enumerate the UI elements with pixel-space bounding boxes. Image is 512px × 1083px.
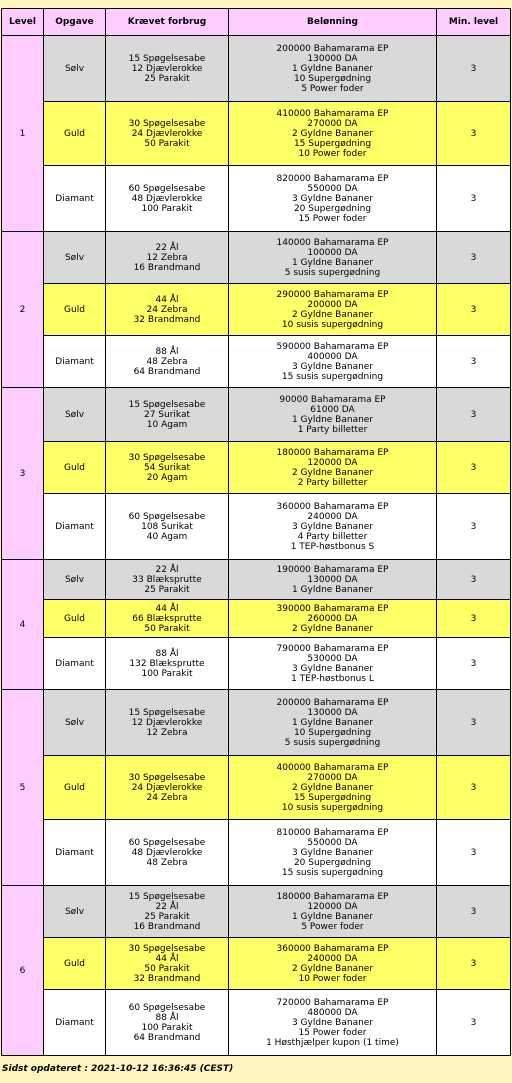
requirement-cell: 30 Spøgelsesabe 54 Surikat 20 Agam: [106, 442, 229, 494]
min-level-cell: 3: [437, 938, 511, 990]
requirement-cell: 30 Spøgelsesabe 24 Djævlerokke 24 Zebra: [106, 756, 229, 820]
requirement-cell: 60 Spøgelsesabe 48 Djævlerokke 100 Parakit: [106, 166, 229, 232]
task-cell: Guld: [44, 756, 106, 820]
reward-cell: 180000 Bahamarama EP 120000 DA 1 Gyldne Bananer 5 Power foder: [229, 886, 437, 938]
last-updated: Sidst opdateret : 2021-10-12 16:36:45 (CEST): [2, 1064, 234, 1074]
task-cell: Diamant: [44, 166, 106, 232]
reward-cell: 200000 Bahamarama EP 130000 DA 1 Gyldne Bananer 10 Supergødning 5 Power foder: [229, 36, 437, 102]
reward-cell: 590000 Bahamarama EP 400000 DA 3 Gyldne Bananer 15 susis supergødning: [229, 336, 437, 388]
min-level-cell: 3: [437, 886, 511, 938]
requirement-cell: 60 Spøgelsesabe 108 Surikat 40 Agam: [106, 494, 229, 560]
table-row: [2, 820, 511, 886]
min-level-cell: 3: [437, 36, 511, 102]
level-cell: 3: [2, 388, 44, 560]
reward-cell: 820000 Bahamarama EP 550000 DA 3 Gyldne Bananer 20 Supergødning 15 Power foder: [229, 166, 437, 232]
header-level: Level: [2, 9, 44, 36]
task-cell: Sølv: [44, 36, 106, 102]
task-cell: Sølv: [44, 232, 106, 284]
requirement-cell: 30 Spøgelsesabe 44 Ål 50 Parakit 32 Brandmand: [106, 938, 229, 990]
level-cell: 1: [2, 36, 44, 232]
level-cell: 2: [2, 232, 44, 388]
min-level-cell: 3: [437, 388, 511, 442]
table-row: [2, 388, 511, 442]
table-row: [2, 284, 511, 336]
table-row: [2, 36, 511, 102]
level-cell: 6: [2, 886, 44, 1056]
min-level-cell: 3: [437, 442, 511, 494]
min-level-cell: 3: [437, 494, 511, 560]
table-row: [2, 990, 511, 1056]
header-min-level: Min. level: [437, 9, 511, 36]
requirement-cell: 44 Ål 66 Blæksprutte 50 Parakit: [106, 600, 229, 638]
requirement-cell: 15 Spøgelsesabe 12 Djævlerokke 12 Zebra: [106, 690, 229, 756]
task-cell: Diamant: [44, 336, 106, 388]
requirement-cell: 88 Ål 48 Zebra 64 Brandmand: [106, 336, 229, 388]
level-cell: 5: [2, 690, 44, 886]
table-row: [2, 560, 511, 600]
requirement-cell: 15 Spøgelsesabe 22 Ål 25 Parakit 16 Brandmand: [106, 886, 229, 938]
requirement-cell: 22 Ål 33 Blæksprutte 25 Parakit: [106, 560, 229, 600]
task-cell: Sølv: [44, 388, 106, 442]
task-cell: Sølv: [44, 690, 106, 756]
reward-cell: 290000 Bahamarama EP 200000 DA 2 Gyldne Bananer 10 susis supergødning: [229, 284, 437, 336]
table-row: [2, 166, 511, 232]
min-level-cell: 3: [437, 756, 511, 820]
table-row: [2, 442, 511, 494]
task-cell: Diamant: [44, 638, 106, 690]
task-cell: Guld: [44, 442, 106, 494]
table-row: [2, 600, 511, 638]
task-cell: Guld: [44, 938, 106, 990]
requirement-cell: 44 Ål 24 Zebra 32 Brandmand: [106, 284, 229, 336]
table-row: [2, 336, 511, 388]
reward-cell: 360000 Bahamarama EP 240000 DA 2 Gyldne Bananer 10 Power foder: [229, 938, 437, 990]
reward-cell: 410000 Bahamarama EP 270000 DA 2 Gyldne Bananer 15 Supergødning 10 Power foder: [229, 102, 437, 166]
min-level-cell: 3: [437, 690, 511, 756]
task-cell: Sølv: [44, 560, 106, 600]
reward-cell: 400000 Bahamarama EP 270000 DA 2 Gyldne Bananer 15 Supergødning 10 susis supergødning: [229, 756, 437, 820]
reward-cell: 190000 Bahamarama EP 130000 DA 1 Gyldne Bananer: [229, 560, 437, 600]
task-cell: Diamant: [44, 494, 106, 560]
table-row: [2, 756, 511, 820]
table-row: [2, 232, 511, 284]
table-row: [2, 690, 511, 756]
quest-table-body: [2, 36, 511, 1056]
table-row: [2, 886, 511, 938]
min-level-cell: 3: [437, 284, 511, 336]
min-level-cell: 3: [437, 820, 511, 886]
header-reward: Belønning: [229, 9, 437, 36]
requirement-cell: 15 Spøgelsesabe 12 Djævlerokke 25 Parakit: [106, 36, 229, 102]
min-level-cell: 3: [437, 166, 511, 232]
min-level-cell: 3: [437, 560, 511, 600]
reward-cell: 140000 Bahamarama EP 100000 DA 1 Gyldne Bananer 5 susis supergødning: [229, 232, 437, 284]
reward-cell: 390000 Bahamarama EP 260000 DA 2 Gyldne Bananer: [229, 600, 437, 638]
requirement-cell: 60 Spøgelsesabe 88 Ål 100 Parakit 64 Brandmand: [106, 990, 229, 1056]
reward-cell: 790000 Bahamarama EP 530000 DA 3 Gyldne Bananer 1 TEP-høstbonus L: [229, 638, 437, 690]
reward-cell: 720000 Bahamarama EP 480000 DA 3 Gyldne Bananer 15 Power foder 1 Høsthjælper kupon (1 time): [229, 990, 437, 1056]
header-row: [2, 9, 511, 36]
task-cell: Guld: [44, 284, 106, 336]
task-cell: Guld: [44, 600, 106, 638]
table-row: [2, 102, 511, 166]
reward-cell: 90000 Bahamarama EP 61000 DA 1 Gyldne Bananer 1 Party billetter: [229, 388, 437, 442]
table-row: [2, 494, 511, 560]
task-cell: Diamant: [44, 990, 106, 1056]
reward-cell: 810000 Bahamarama EP 550000 DA 3 Gyldne Bananer 20 Supergødning 15 susis supergødning: [229, 820, 437, 886]
min-level-cell: 3: [437, 336, 511, 388]
min-level-cell: 3: [437, 638, 511, 690]
requirement-cell: 30 Spøgelsesabe 24 Djævlerokke 50 Parakit: [106, 102, 229, 166]
min-level-cell: 3: [437, 600, 511, 638]
level-cell: 4: [2, 560, 44, 690]
header-task: Opgave: [44, 9, 106, 36]
reward-cell: 360000 Bahamarama EP 240000 DA 3 Gyldne Bananer 4 Party billetter 1 TEP-høstbonus S: [229, 494, 437, 560]
quest-table: [1, 8, 511, 1056]
table-row: [2, 638, 511, 690]
task-cell: Guld: [44, 102, 106, 166]
reward-cell: 200000 Bahamarama EP 130000 DA 1 Gyldne Bananer 10 Supergødning 5 susis supergødning: [229, 690, 437, 756]
task-cell: Diamant: [44, 820, 106, 886]
min-level-cell: 3: [437, 990, 511, 1056]
min-level-cell: 3: [437, 232, 511, 284]
requirement-cell: 88 Ål 132 Blæksprutte 100 Parakit: [106, 638, 229, 690]
reward-cell: 180000 Bahamarama EP 120000 DA 2 Gyldne Bananer 2 Party billetter: [229, 442, 437, 494]
requirement-cell: 15 Spøgelsesabe 27 Surikat 10 Agam: [106, 388, 229, 442]
header-required: Krævet forbrug: [106, 9, 229, 36]
task-cell: Sølv: [44, 886, 106, 938]
requirement-cell: 60 Spøgelsesabe 48 Djævlerokke 48 Zebra: [106, 820, 229, 886]
requirement-cell: 22 Ål 12 Zebra 16 Brandmand: [106, 232, 229, 284]
min-level-cell: 3: [437, 102, 511, 166]
table-row: [2, 938, 511, 990]
